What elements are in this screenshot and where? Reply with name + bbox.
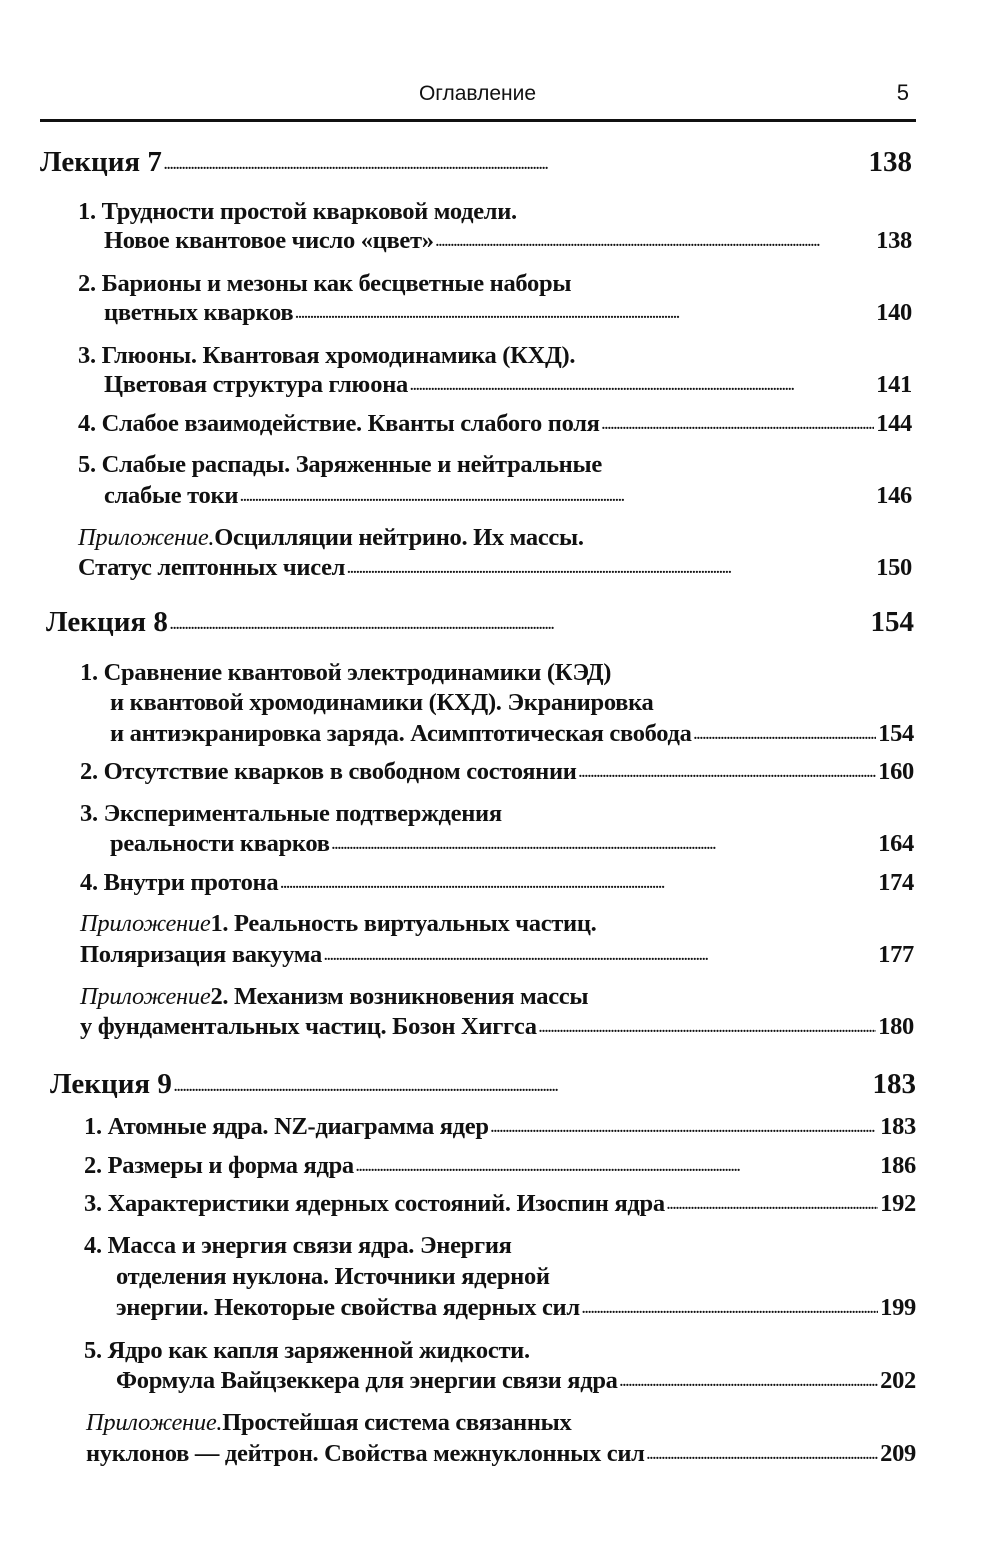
entry-page: 150 (876, 554, 912, 581)
leader-dots (280, 867, 876, 895)
running-header-title: Оглавление (418, 82, 537, 105)
toc-entry-line (78, 270, 571, 298)
toc-appendix[interactable] (86, 1440, 916, 1468)
toc-appendix[interactable] (78, 554, 912, 582)
entry-text: нуклонов — дейтрон. Свойства межнуклонных сил (86, 1440, 645, 1467)
entry-text: 2. Отсутствие кварков в свободном состоянии (80, 758, 577, 785)
toc-entry[interactable] (104, 482, 912, 510)
entry-page: 138 (876, 227, 912, 254)
leader-dots (295, 297, 874, 325)
header-rule (40, 119, 916, 122)
entry-text: 1. Сравнение квантовой электродинамики (КЭД) (80, 659, 612, 686)
toc-entry[interactable] (116, 1367, 916, 1395)
toc-entry-line (80, 659, 611, 687)
toc-entry-line (84, 1337, 530, 1365)
appendix-label: Приложение (80, 910, 211, 937)
leader-dots (347, 552, 874, 580)
leader-dots (170, 604, 869, 637)
entry-text: 4. Слабое взаимодействие. Кванты слабого поля (78, 410, 600, 437)
entry-text: отделения нуклона. Источники ядерной (116, 1263, 550, 1290)
toc-entry[interactable] (84, 1152, 916, 1180)
entry-text: Поляризация вакуума (80, 941, 322, 968)
entry-text: 4. Масса и энергия связи ядра. Энергия (84, 1232, 512, 1259)
leader-dots (436, 225, 874, 253)
toc-entry[interactable] (104, 371, 912, 399)
entry-text: Осцилляции нейтрино. Их массы. (214, 524, 584, 551)
toc-appendix-line (78, 524, 584, 552)
entry-text: 4. Внутри протона (80, 869, 279, 896)
leader-dots (667, 1188, 878, 1216)
entry-text: 2. Барионы и мезоны как бесцветные наборы (78, 270, 572, 297)
entry-text: 5. Слабые распады. Заряженные и нейтральные (78, 451, 602, 478)
toc-lecture-7[interactable] (40, 146, 912, 179)
lecture-title: Лекция 8 (46, 606, 168, 638)
toc-lecture-9[interactable] (50, 1068, 916, 1101)
entry-text: 1. Атомные ядра. NZ-диаграмма ядер (84, 1113, 489, 1140)
lecture-page: 183 (872, 1068, 916, 1100)
running-header (40, 78, 915, 118)
entry-text: 5. Ядро как капля заряженной жидкости. (84, 1337, 530, 1364)
entry-text: Цветовая структура глюона (104, 371, 408, 398)
appendix-label: Приложение (80, 983, 211, 1010)
lecture-page: 138 (868, 146, 912, 178)
entry-text: 3. Глюоны. Квантовая хромодинамика (КХД). (78, 342, 576, 369)
toc-entry-line (84, 1232, 512, 1260)
entry-text: 1. Реальность виртуальных частиц. (210, 910, 597, 937)
lecture-title: Лекция 7 (40, 146, 162, 178)
entry-page: 141 (876, 371, 912, 398)
toc-entry[interactable] (78, 410, 912, 438)
entry-page: 140 (876, 299, 912, 326)
entry-page: 164 (878, 830, 914, 857)
leader-dots (240, 480, 874, 508)
leader-dots (164, 144, 867, 177)
entry-page: 154 (878, 720, 914, 747)
entry-text: 1. Трудности простой кварковой модели. (78, 198, 517, 225)
leader-dots (647, 1438, 879, 1466)
toc-entry[interactable] (80, 869, 914, 897)
entry-text: и квантовой хромодинамики (КХД). Экранировка (110, 689, 654, 716)
toc-appendix[interactable] (80, 941, 914, 969)
toc-lecture-8[interactable] (46, 606, 914, 639)
toc-entry[interactable] (104, 299, 912, 327)
entry-page: 209 (880, 1440, 916, 1467)
toc-entry-line (80, 800, 502, 828)
page-number: 5 (896, 80, 909, 105)
leader-dots (539, 1011, 876, 1039)
entry-text: Простейшая система связанных (222, 1409, 572, 1436)
toc-entry[interactable] (110, 720, 914, 748)
leader-dots (579, 756, 877, 784)
toc-entry[interactable] (110, 830, 914, 858)
leader-dots (582, 1292, 878, 1320)
entry-page: 186 (880, 1152, 916, 1179)
toc-entry-line (78, 451, 602, 479)
entry-page: 144 (876, 410, 912, 437)
entry-page: 183 (880, 1113, 916, 1140)
toc-entry[interactable] (104, 227, 912, 255)
entry-text: энергии. Некоторые свойства ядерных сил (116, 1294, 580, 1321)
appendix-label: Приложение. (78, 524, 215, 551)
toc-entry-line (110, 689, 653, 717)
toc-entry[interactable] (84, 1113, 916, 1141)
entry-page: 180 (878, 1013, 914, 1040)
leader-dots (356, 1150, 878, 1178)
entry-text: 2. Размеры и форма ядра (84, 1152, 354, 1179)
leader-dots (324, 939, 876, 967)
toc-entry-line (116, 1263, 550, 1291)
toc-appendix-line (80, 983, 588, 1011)
entry-page: 160 (878, 758, 914, 785)
appendix-label: Приложение. (86, 1409, 223, 1436)
entry-page: 177 (878, 941, 914, 968)
entry-text: 2. Механизм возникновения массы (210, 983, 589, 1010)
entry-page: 174 (878, 869, 914, 896)
toc-entry[interactable] (84, 1190, 916, 1218)
toc-appendix-line (86, 1409, 571, 1437)
entry-page: 192 (880, 1190, 916, 1217)
entry-text: и антиэкранировка заряда. Асимптотическая свобода (110, 720, 692, 747)
toc-entry-line (78, 198, 517, 226)
entry-text: Статус лептонных чисел (78, 554, 346, 581)
toc-entry[interactable] (80, 758, 914, 786)
lecture-title: Лекция 9 (50, 1068, 172, 1100)
leader-dots (620, 1365, 879, 1393)
toc-appendix-line (80, 910, 597, 938)
leader-dots (491, 1111, 878, 1139)
leader-dots (332, 828, 876, 856)
toc-entry[interactable] (116, 1294, 916, 1322)
entry-text: реальности кварков (110, 830, 330, 857)
leader-dots (694, 718, 877, 746)
leader-dots (174, 1066, 871, 1099)
leader-dots (410, 369, 874, 397)
entry-page: 202 (880, 1367, 916, 1394)
entry-text: цветных кварков (104, 299, 294, 326)
entry-text: Формула Вайцзеккера для энергии связи ядра (116, 1367, 618, 1394)
entry-text: у фундаментальных частиц. Бозон Хиггса (80, 1013, 537, 1040)
entry-text: 3. Характеристики ядерных состояний. Изоспин ядра (84, 1190, 665, 1217)
entry-text: 3. Экспериментальные подтверждения (80, 800, 502, 827)
entry-text: слабые токи (104, 482, 239, 509)
entry-text: Новое квантовое число «цвет» (104, 227, 434, 254)
leader-dots (602, 408, 875, 436)
lecture-page: 154 (870, 606, 914, 638)
entry-page: 146 (876, 482, 912, 509)
toc-entry-line (78, 342, 575, 370)
toc-appendix[interactable] (80, 1013, 914, 1041)
entry-page: 199 (880, 1294, 916, 1321)
